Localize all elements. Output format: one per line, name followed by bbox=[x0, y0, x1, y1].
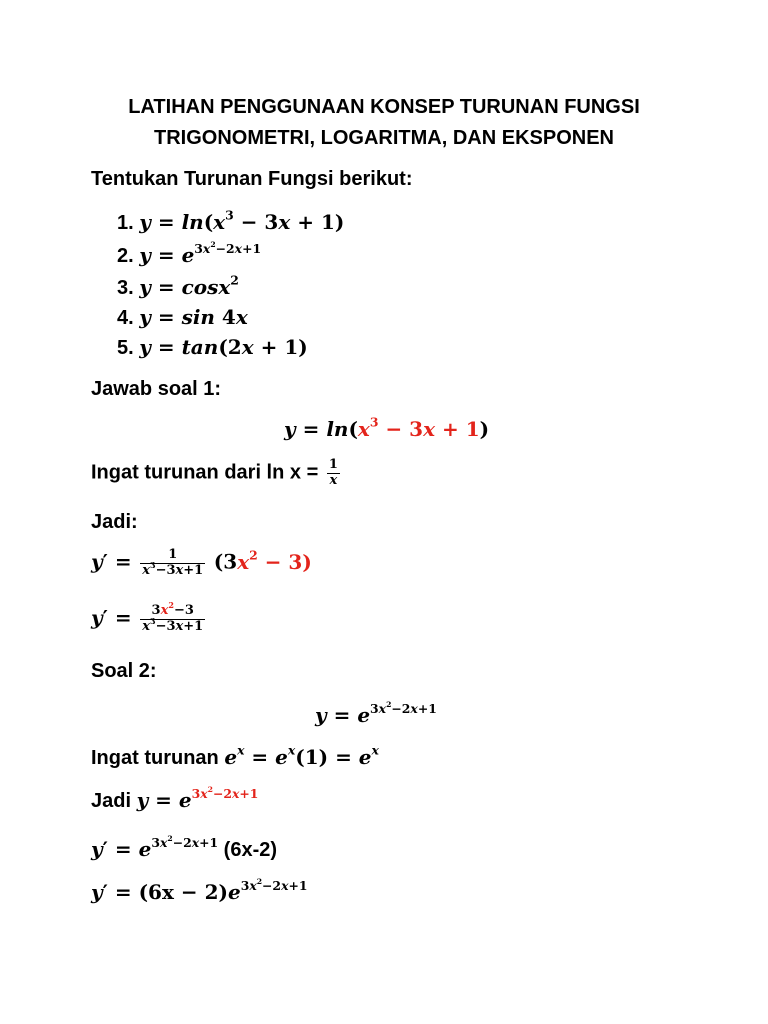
problem-number: 5. bbox=[117, 337, 134, 359]
problem-formula: y = tan(2x + 1) bbox=[139, 335, 308, 359]
answer-2-step-2: $y' = (6x - 2)e^{3x^2-2x+1}$ bbox=[91, 876, 308, 904]
answer-1-equation: $y = \ln(x^3 - 3x + 1)$ bbox=[284, 414, 490, 441]
problem-formula: $y = \ln(x^3 - 3x + 1)$ bbox=[139, 207, 345, 234]
problem-1 bbox=[117, 207, 345, 235]
fraction-1-over-x: $\frac{1}{x}$ bbox=[328, 457, 338, 488]
answer-1-heading: Jawab soal 1: bbox=[91, 378, 222, 400]
answer-2-jadi: Jadi $y = e^{3x^2-2x+1}$ bbox=[91, 784, 259, 812]
instruction: Tentukan Turunan Fungsi berikut: bbox=[91, 168, 413, 190]
fraction: $\frac{1}{x^3-3x+1}$ bbox=[142, 547, 204, 578]
title-line-2: TRIGONOMETRI, LOGARITMA, DAN EKSPONEN bbox=[154, 127, 614, 149]
answer-2-heading: Soal 2: bbox=[91, 660, 157, 682]
factor-text: (6x-2) bbox=[223, 839, 278, 861]
reminder-text: Ingat turunan bbox=[91, 747, 219, 769]
problem-formula: $y = e^{3x^2-2x+1}$ bbox=[139, 239, 262, 267]
jadi-text: Jadi bbox=[91, 790, 132, 812]
problem-5 bbox=[117, 335, 308, 360]
answer-1-jadi: Jadi: bbox=[91, 511, 138, 533]
problem-3 bbox=[117, 272, 239, 300]
answer-1-reminder bbox=[91, 458, 343, 489]
fraction: $\frac{3x^2-3}{x^3-3x+1}$ bbox=[142, 599, 204, 634]
problem-formula: y = sin 4x bbox=[139, 305, 248, 329]
problem-formula: y = cosx$^2$ bbox=[139, 272, 239, 299]
problem-2 bbox=[117, 239, 262, 268]
problem-number: 4. bbox=[117, 307, 134, 329]
answer-1-step-1: y′ = $\frac{1}{x^3-3x+1}$ $(3x^2 - 3)$ bbox=[91, 547, 312, 578]
title-line-1: LATIHAN PENGGUNAAN KONSEP TURUNAN FUNGSI bbox=[128, 96, 640, 118]
reminder-text: Ingat turunan dari ln x = bbox=[91, 461, 319, 484]
problem-number: 1. bbox=[117, 212, 134, 234]
answer-2-reminder: Ingat turunan $e^x = e^x(1) = e^x$ bbox=[91, 742, 379, 769]
answer-1-step-2: y′ = $\frac{3x^2-3}{x^3-3x+1}$ bbox=[91, 599, 204, 634]
answer-2-step-1: $y' = e^{3x^2-2x+1}$ (6x-2) bbox=[91, 833, 278, 861]
problem-4 bbox=[117, 305, 248, 330]
answer-2-equation: $y = e^{3x^2-2x+1}$ bbox=[315, 699, 437, 727]
problem-number: 2. bbox=[117, 245, 134, 267]
problem-number: 3. bbox=[117, 277, 134, 299]
